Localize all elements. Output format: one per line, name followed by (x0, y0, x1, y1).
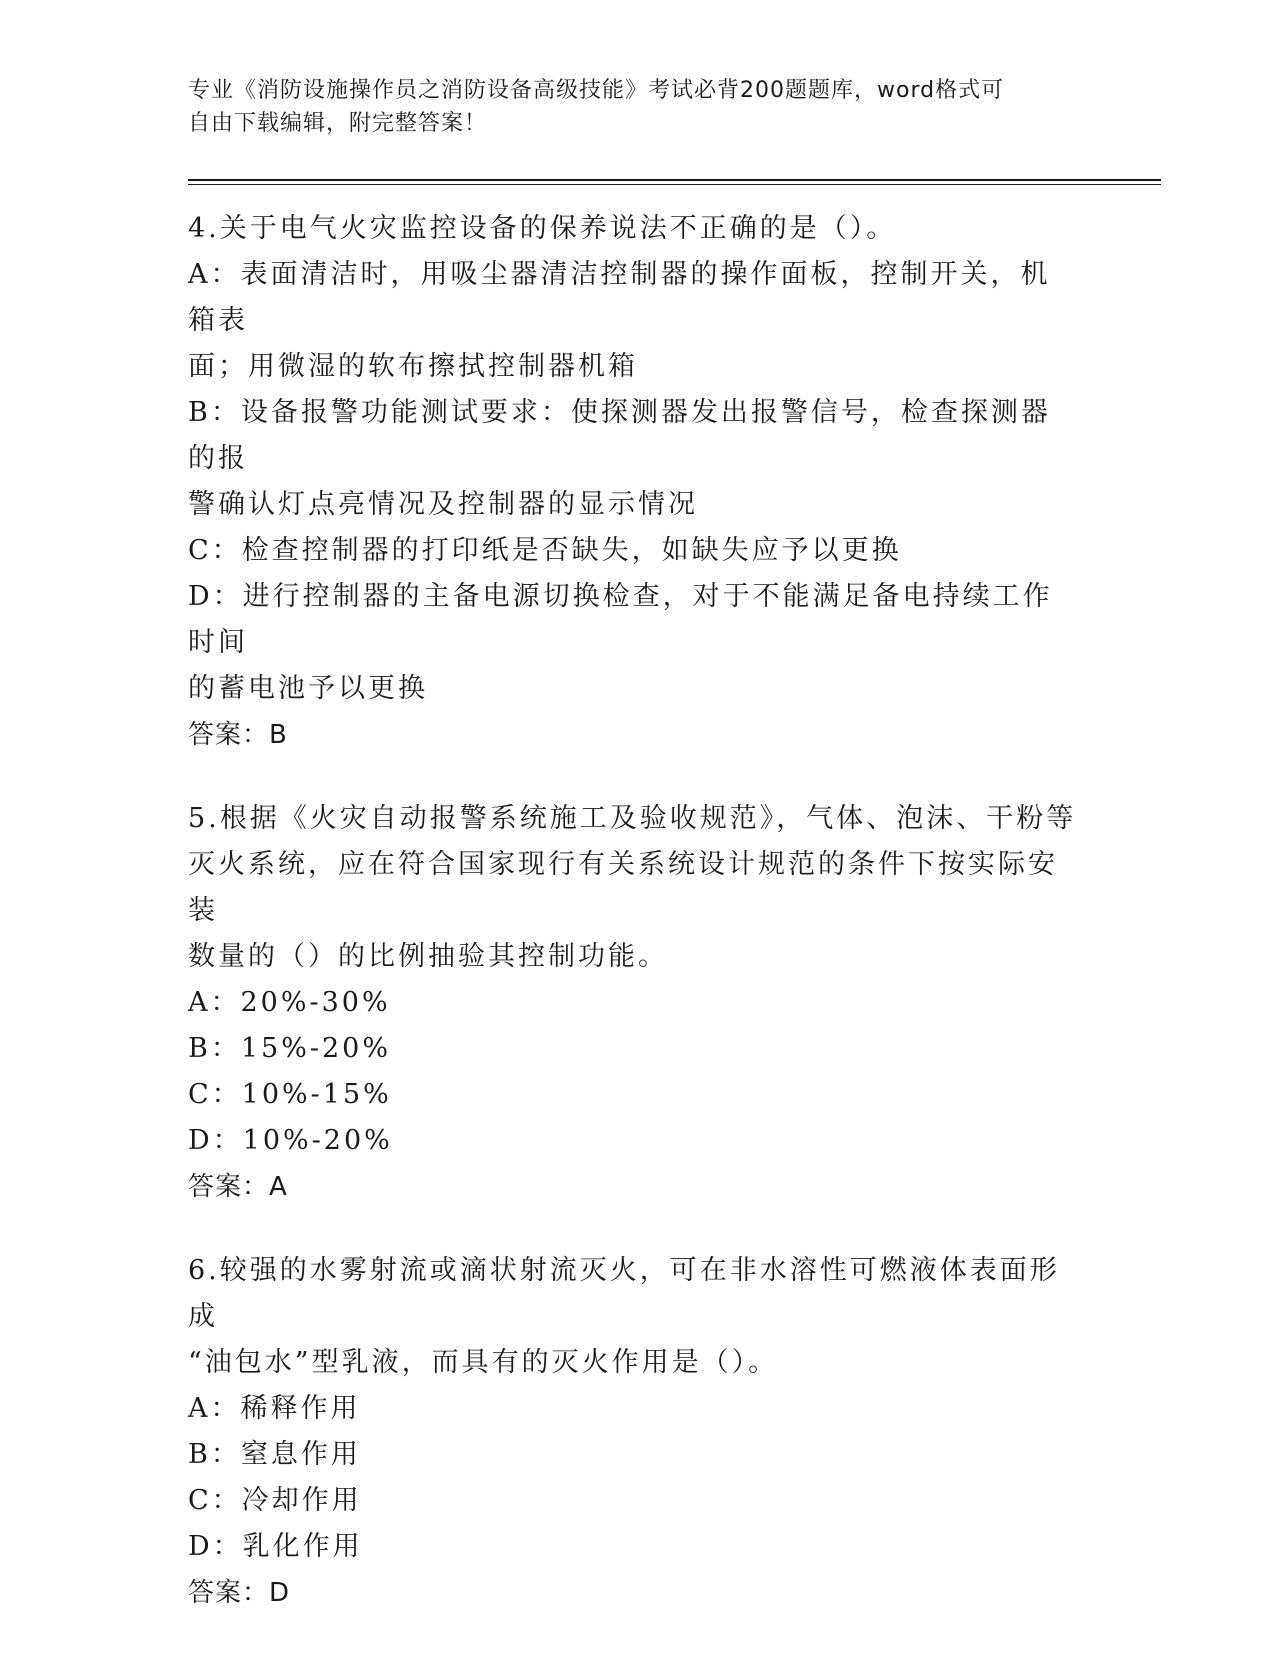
question-stem-line: 数量的（）的比例抽验其控制功能。 (188, 941, 668, 972)
answer-label: 答案：A (188, 1172, 288, 1202)
question-stem-line: 5.根据《火灾自动报警系统施工及验收规范》，气体、泡沫、干粉等 (188, 803, 1077, 834)
option-b (188, 390, 1078, 528)
question-stem-line: “油包水”型乳液，而具有的灭火作用是（）。 (188, 1347, 779, 1378)
question-stem-line: 4.关于电气火灾监控设备的保养说法不正确的是（）。 (188, 213, 897, 244)
option-text-line: 警确认灯点亮情况及控制器的显示情况 (188, 489, 698, 520)
option-text-line: B：窒息作用 (188, 1439, 361, 1470)
option-d (188, 574, 1078, 712)
option-a (188, 980, 1078, 1026)
option-text-line: A：20%-30% (188, 987, 391, 1018)
option-text-line: D：进行控制器的主备电源切换检查，对于不能满足备电持续工作时间 (188, 581, 1053, 658)
option-c (188, 528, 1078, 574)
document-header (188, 74, 1068, 140)
answer-label: 答案：D (188, 1578, 291, 1608)
option-text-line: B：设备报警功能测试要求：使探测器发出报警信号，检查探测器的报 (188, 397, 1051, 474)
option-text-line: D：10%-20% (188, 1125, 393, 1156)
header-line-2: 自由下载编辑，附完整答案！ (188, 111, 488, 136)
option-b (188, 1026, 1078, 1072)
option-d (188, 1524, 1078, 1570)
option-text-line: C：10%-15% (188, 1079, 392, 1110)
header-divider-thin (188, 184, 1161, 185)
option-text-line: C：检查控制器的打印纸是否缺失，如缺失应予以更换 (188, 535, 902, 566)
option-text-line: C：冷却作用 (188, 1485, 362, 1516)
header-divider-thick (188, 179, 1161, 181)
option-text-line: 面；用微湿的软布擦拭控制器机箱 (188, 351, 638, 382)
header-line-1: 专业《消防设施操作员之消防设备高级技能》考试必背200题题库，word格式可 (188, 78, 1005, 103)
question-4 (188, 206, 1078, 758)
question-stem-line: 6.较强的水雾射流或滴状射流灭火，可在非水溶性可燃液体表面形成 (188, 1255, 1060, 1332)
question-6 (188, 1248, 1078, 1616)
question-5 (188, 796, 1078, 1210)
question-stem-line: 灭火系统，应在符合国家现行有关系统设计规范的条件下按实际安装 (188, 849, 1058, 926)
option-a (188, 1386, 1078, 1432)
option-b (188, 1432, 1078, 1478)
option-text-line: 的蓄电池予以更换 (188, 673, 428, 704)
option-c (188, 1072, 1078, 1118)
question-list (188, 206, 1078, 1654)
answer-label: 答案：B (188, 720, 288, 750)
option-c (188, 1478, 1078, 1524)
option-text-line: B：15%-20% (188, 1033, 391, 1064)
option-text-line: A：稀释作用 (188, 1393, 361, 1424)
option-text-line: A：表面清洁时，用吸尘器清洁控制器的操作面板，控制开关，机箱表 (188, 259, 1051, 336)
option-d (188, 1118, 1078, 1164)
option-text-line: D：乳化作用 (188, 1531, 363, 1562)
option-a (188, 252, 1078, 390)
